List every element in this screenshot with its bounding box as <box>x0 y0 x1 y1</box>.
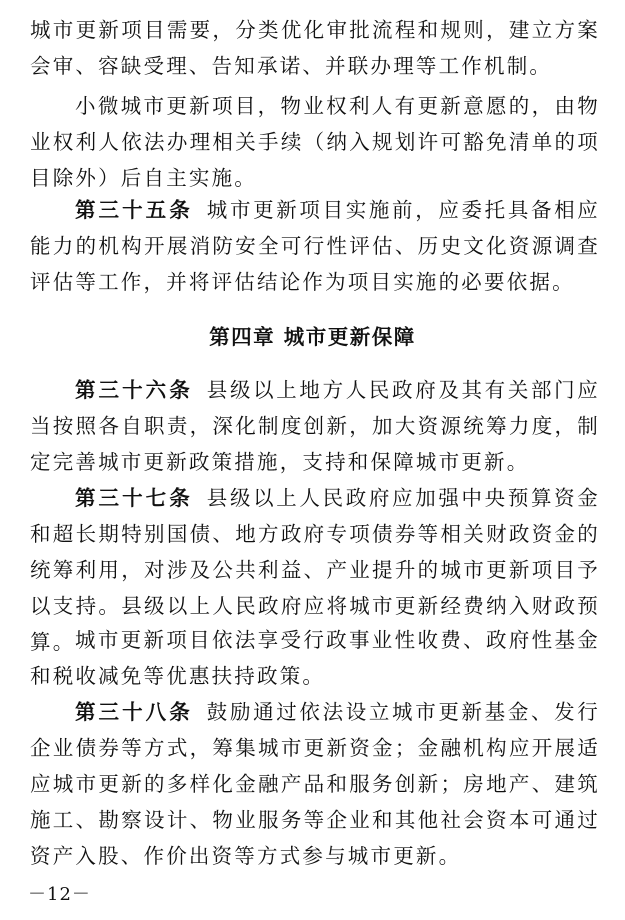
article-36-text: 县级以上地方人民政府及其有关部门应当按照各自职责，深化制度创新，加大资源统筹力度，制定完善城市更新政策措施，支持和保障城市更新。 <box>30 378 601 474</box>
paragraph-small-projects: 小微城市更新项目，物业权利人有更新意愿的，由物业权利人依法办理相关手续（纳入规划许可豁免清单的项目除外）后自主实施。 <box>30 94 600 190</box>
article-38-text: 鼓励通过依法设立城市更新基金、发行企业债券等方式，筹集城市更新资金；金融机构应开展适应城市更新的多样化金融产品和服务创新；房地产、建筑施工、勘察设计、物业服务等企业和其他社会资本可通过资产入股、作价出资等方式参与城市更新。 <box>30 700 601 868</box>
article-38-label: 第三十八条 <box>75 700 193 724</box>
article-37-text: 县级以上人民政府应加强中央预算资金和超长期特别国债、地方政府专项债券等相关财政资金的统筹利用，对涉及公共利益、产业提升的城市更新项目予以支持。县级以上人民政府应将城市更新经费纳入财政预算。 <box>30 486 601 654</box>
chapter-heading: 第四章 城市更新保障 <box>209 325 416 349</box>
article-35 <box>30 192 600 300</box>
article-36 <box>30 372 600 480</box>
paragraph-approval-mechanism: 城市更新项目需要，分类优化审批流程和规则，建立方案会审、容缺受理、告知承诺、并联办理等工作机制。 <box>30 18 600 78</box>
article-37-label: 第三十七条 <box>75 486 193 510</box>
article-38 <box>30 694 600 874</box>
article-36-label: 第三十六条 <box>75 378 193 402</box>
page-number: －12－ <box>28 884 91 905</box>
paragraph-fee-exemption: 城市更新项目依法享受行政事业性收费、政府性基金和税收减免等优惠扶持政策。 <box>30 628 600 688</box>
article-35-text: 城市更新项目实施前，应委托具备相应能力的机构开展消防安全可行性评估、历史文化资源调查评估等工作，并将评估结论作为项目实施的必要依据。 <box>30 198 601 294</box>
article-35-label: 第三十五条 <box>75 198 193 222</box>
